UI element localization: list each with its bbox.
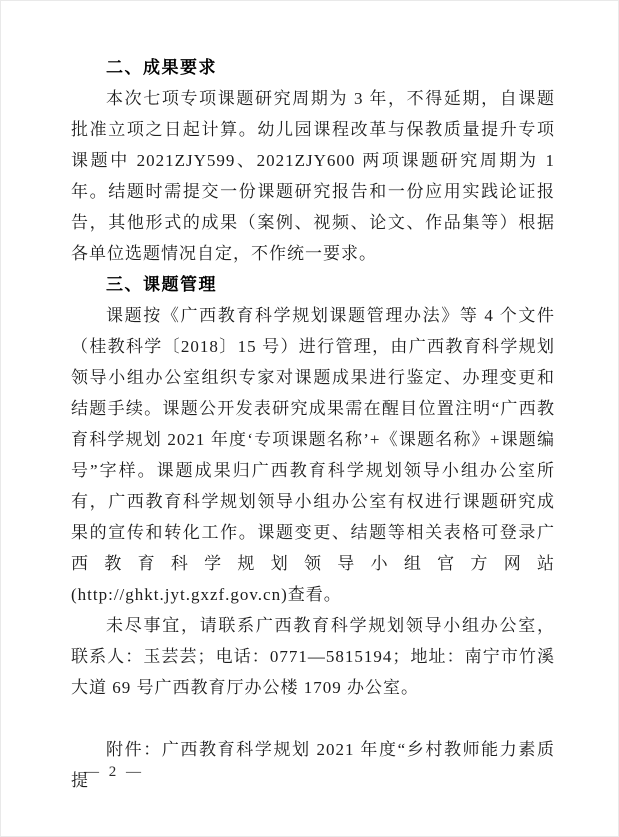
section-heading: 二、成果要求 <box>106 58 217 77</box>
body-paragraph: 未尽事宜，请联系广西教育科学规划领导小组办公室，联系人：玉芸芸；电话：0771—5815194；地址：南宁市竹溪大道 69 号广西教育厅办公楼 1709 办公室。 <box>71 616 555 697</box>
document-content <box>71 52 555 796</box>
section-heading: 三、课题管理 <box>106 275 217 294</box>
body-paragraph: 本次七项专项课题研究周期为 3 年，不得延期，自课题批准立项之日起计算。幼儿园课程改革与保教质量提升专项课题中 2021ZJY599、2021ZJY600 两项课题研究周期为 1 年。结题时需提交一份课题研究报告和一份应用实践论证报告，其他形式的成果（案例、视频、论文、作品集等）根据各单位选题情况自定，不作统一要求。 <box>71 89 555 263</box>
body-paragraph: 附件：广西教育科学规划 2021 年度“乡村教师能力素质提 <box>71 740 555 790</box>
body-paragraph: 课题按《广西教育科学规划课题管理办法》等 4 个文件（桂教科学〔2018〕15 号）进行管理，由广西教育科学规划领导小组办公室组织专家对课题成果进行鉴定、办理变更和结题手续。课题公开发表研究成果需在醒目位置注明“广西教育科学规划 2021 年度‘专项课题名称’+《课题名称》+课题编号”字样。课题成果归广西教育科学规划领导小组办公室所有，广西教育科学规划领导小组办公室有权进行课题研究成果的宣传和转化工作。课题变更、结题等相关表格可登录广西教育科学规划领导小组官方网站(http://ghkt.jyt.gxzf.gov.cn)查看。 <box>71 306 555 604</box>
page-number: — 2 — <box>84 764 144 780</box>
